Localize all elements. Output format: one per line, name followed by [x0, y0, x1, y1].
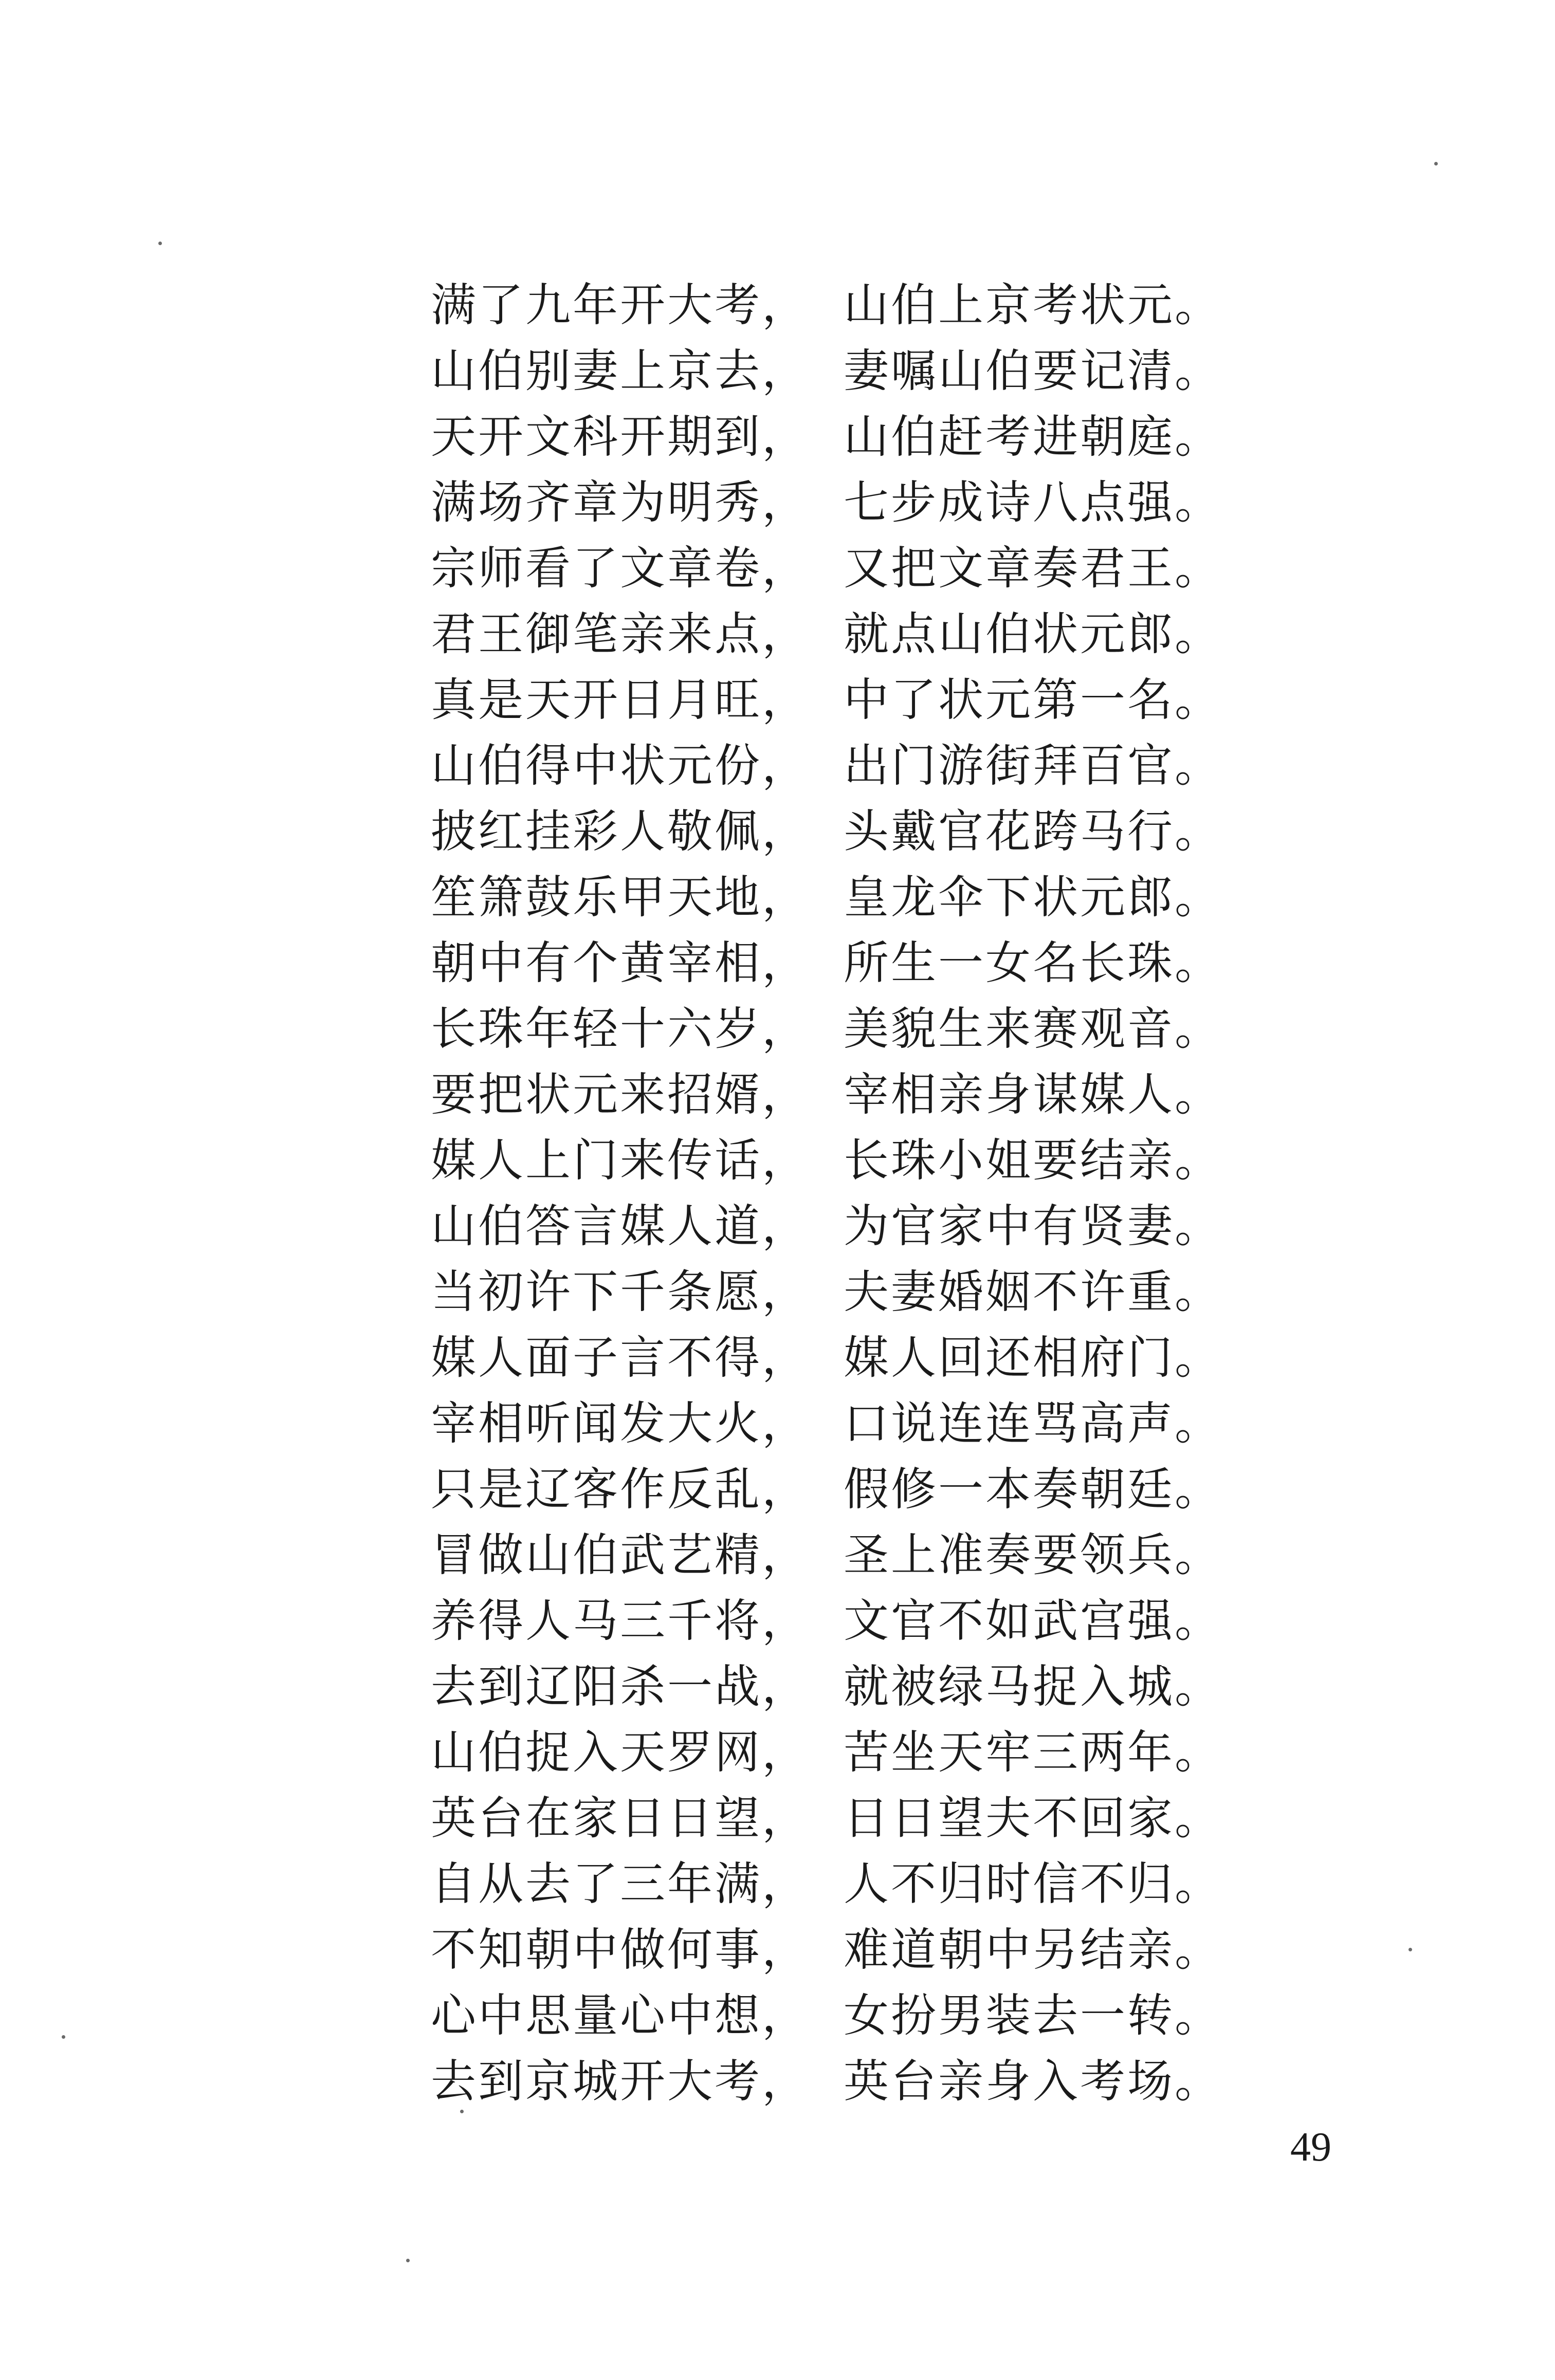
scan-speck — [158, 242, 162, 245]
poem-couplet — [431, 1787, 1222, 1853]
couplet-second-line: 苦坐天牢三两年。 — [844, 1726, 1222, 1779]
couplet-first-line: 朝中有个黄宰相， — [431, 936, 810, 989]
couplet-second-line: 所生一女名长珠。 — [844, 936, 1222, 989]
poem-couplet — [431, 735, 1222, 801]
couplet-first-line: 披红挂彩人敬佩， — [431, 805, 810, 858]
poem-couplet — [431, 932, 1222, 998]
couplet-first-line: 笙箫鼓乐甲天地， — [431, 871, 810, 924]
couplet-first-line: 冒做山伯武艺精， — [431, 1528, 810, 1581]
couplet-first-line: 媒人上门来传话， — [431, 1134, 810, 1187]
couplet-second-line: 难道朝中另结亲。 — [844, 1923, 1222, 1976]
couplet-first-line: 宰相听闻发大火， — [431, 1397, 810, 1450]
couplet-first-line: 心中思量心中想， — [431, 1989, 810, 2042]
couplet-first-line: 不知朝中做何事， — [431, 1923, 810, 1976]
couplet-second-line: 就点山伯状元郎。 — [844, 607, 1222, 660]
poem-couplet — [431, 1261, 1222, 1327]
scan-speck — [62, 2035, 65, 2039]
couplet-second-line: 头戴官花跨马行。 — [844, 805, 1222, 858]
couplet-first-line: 山伯答言媒人道， — [431, 1200, 810, 1252]
poem-couplet — [431, 1524, 1222, 1590]
couplet-second-line: 中了状元第一名。 — [844, 673, 1222, 726]
couplet-second-line: 夫妻婚姻不许重。 — [844, 1265, 1222, 1318]
poem-couplet — [431, 1459, 1222, 1524]
couplet-second-line: 宰相亲身谋媒人。 — [844, 1068, 1222, 1121]
couplet-first-line: 满了九年开大考， — [431, 279, 810, 331]
poem-couplet — [431, 1985, 1222, 2051]
couplet-second-line: 出门游街拜百官。 — [844, 739, 1222, 792]
couplet-second-line: 山伯上京考状元。 — [844, 279, 1222, 331]
poem-couplet — [431, 603, 1222, 669]
couplet-second-line: 圣上准奏要领兵。 — [844, 1528, 1222, 1581]
poem-couplet — [431, 1853, 1222, 1919]
poem-couplet — [431, 406, 1222, 472]
couplet-first-line: 宗师看了文章卷， — [431, 542, 810, 595]
couplet-second-line: 美貌生来赛观音。 — [844, 1002, 1222, 1055]
scan-speck — [1434, 162, 1438, 165]
poem-couplet — [431, 1656, 1222, 1722]
couplet-second-line: 皇龙伞下状元郎。 — [844, 871, 1222, 924]
couplet-first-line: 山伯捉入天罗网， — [431, 1726, 810, 1779]
couplet-first-line: 自从去了三年满， — [431, 1857, 810, 1910]
couplet-first-line: 去到京城开大考， — [431, 2055, 810, 2108]
couplet-first-line: 满场齐章为明秀， — [431, 476, 810, 529]
couplet-second-line: 日日望夫不回家。 — [844, 1792, 1222, 1844]
poem-couplet — [431, 669, 1222, 735]
couplet-second-line: 假修一本奏朝廷。 — [844, 1463, 1222, 1516]
couplet-first-line: 要把状元来招婿， — [431, 1068, 810, 1121]
scan-speck — [406, 2259, 410, 2262]
couplet-second-line: 山伯赶考进朝庭。 — [844, 410, 1222, 463]
couplet-second-line: 文官不如武宫强。 — [844, 1594, 1222, 1647]
couplet-second-line: 口说连连骂高声。 — [844, 1397, 1222, 1450]
couplet-first-line: 当初许下千条愿， — [431, 1265, 810, 1318]
poem-couplet — [431, 1195, 1222, 1261]
poem-couplet — [431, 1919, 1222, 1985]
page-number: 49 — [1290, 2125, 1331, 2170]
couplet-first-line: 君王御笔亲来点， — [431, 607, 810, 660]
couplet-first-line: 天开文科开期到， — [431, 410, 810, 463]
couplet-first-line: 山伯别妻上京去， — [431, 344, 810, 397]
couplet-first-line: 只是辽客作反乱， — [431, 1463, 810, 1516]
poem-couplet — [431, 1590, 1222, 1656]
couplet-second-line: 又把文章奏君王。 — [844, 542, 1222, 595]
couplet-first-line: 长珠年轻十六岁， — [431, 1002, 810, 1055]
poem-couplet — [431, 998, 1222, 1064]
couplet-first-line: 去到辽阳杀一战， — [431, 1660, 810, 1713]
couplet-second-line: 媒人回还相府门。 — [844, 1331, 1222, 1384]
poem-couplet — [431, 274, 1222, 340]
couplet-second-line: 为官家中有贤妻。 — [844, 1200, 1222, 1252]
poem-couplet — [431, 1393, 1222, 1459]
couplet-second-line: 妻嘱山伯要记清。 — [844, 344, 1222, 397]
couplet-second-line: 人不归时信不归。 — [844, 1857, 1222, 1910]
poem-couplet — [431, 1064, 1222, 1130]
poem-couplet — [431, 1327, 1222, 1393]
couplet-first-line: 养得人马三千将， — [431, 1594, 810, 1647]
poem-couplet — [431, 340, 1222, 406]
couplet-first-line: 媒人面子言不得， — [431, 1331, 810, 1384]
scan-speck — [1408, 1948, 1412, 1951]
poem-couplets — [431, 274, 1222, 2116]
couplet-second-line: 七步成诗八点强。 — [844, 476, 1222, 529]
couplet-second-line: 女扮男装去一转。 — [844, 1989, 1222, 2042]
poem-couplet — [431, 1722, 1222, 1787]
couplet-second-line: 就被绿马捉入城。 — [844, 1660, 1222, 1713]
poem-couplet — [431, 2051, 1222, 2116]
poem-couplet — [431, 472, 1222, 538]
poem-couplet — [431, 1130, 1222, 1195]
poem-couplet — [431, 801, 1222, 866]
couplet-first-line: 英台在家日日望， — [431, 1792, 810, 1844]
couplet-first-line: 山伯得中状元份， — [431, 739, 810, 792]
couplet-second-line: 长珠小姐要结亲。 — [844, 1134, 1222, 1187]
couplet-second-line: 英台亲身入考场。 — [844, 2055, 1222, 2108]
poem-couplet — [431, 538, 1222, 603]
poem-couplet — [431, 866, 1222, 932]
couplet-first-line: 真是天开日月旺， — [431, 673, 810, 726]
